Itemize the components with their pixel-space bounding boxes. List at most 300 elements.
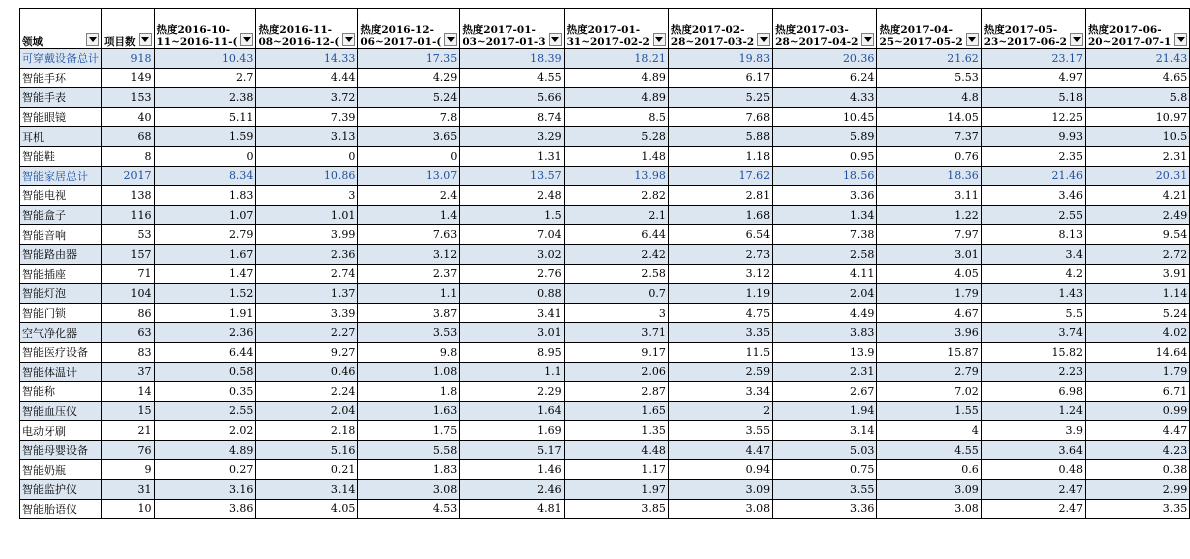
row-label[interactable]: 智能体温计	[20, 362, 102, 382]
heat-cell[interactable]: 7.63	[358, 225, 460, 245]
heat-cell[interactable]: 4.89	[154, 440, 256, 460]
heat-cell[interactable]: 3.83	[773, 323, 877, 343]
heat-cell[interactable]: 4.29	[358, 68, 460, 88]
heat-cell[interactable]: 4.33	[773, 88, 877, 108]
heat-cell[interactable]: 2.36	[154, 323, 256, 343]
heat-cell[interactable]: 2.49	[1086, 205, 1190, 225]
heat-cell[interactable]: 20.31	[1086, 166, 1190, 186]
heat-cell[interactable]: 2.79	[154, 225, 256, 245]
project-count-cell[interactable]: 104	[102, 284, 155, 304]
heat-cell[interactable]: 3.74	[981, 323, 1085, 343]
heat-cell[interactable]: 4.97	[981, 68, 1085, 88]
project-count-cell[interactable]: 31	[102, 480, 155, 500]
heat-cell[interactable]: 2.55	[154, 401, 256, 421]
heat-cell[interactable]: 2.46	[460, 480, 564, 500]
heat-cell[interactable]: 8.34	[154, 166, 256, 186]
heat-cell[interactable]: 1.1	[460, 362, 564, 382]
row-label[interactable]: 智能母婴设备	[20, 440, 102, 460]
heat-cell[interactable]: 6.44	[154, 342, 256, 362]
row-label[interactable]: 智能鞋	[20, 146, 102, 166]
heat-cell[interactable]: 0.35	[154, 382, 256, 402]
heat-cell[interactable]: 5.24	[1086, 303, 1190, 323]
heat-cell[interactable]: 7.37	[877, 127, 981, 147]
heat-cell[interactable]: 2.58	[564, 264, 668, 284]
heat-cell[interactable]: 1.59	[154, 127, 256, 147]
heat-cell[interactable]: 3.4	[981, 244, 1085, 264]
heat-cell[interactable]: 2.81	[668, 186, 772, 206]
heat-cell[interactable]: 19.83	[668, 49, 772, 69]
heat-cell[interactable]: 0.48	[981, 460, 1085, 480]
row-label[interactable]: 智能奶瓶	[20, 460, 102, 480]
heat-cell[interactable]: 2.48	[460, 186, 564, 206]
heat-cell[interactable]: 5.89	[773, 127, 877, 147]
heat-cell[interactable]: 1.48	[564, 146, 668, 166]
heat-cell[interactable]: 2.82	[564, 186, 668, 206]
heat-cell[interactable]: 2.47	[981, 480, 1085, 500]
heat-cell[interactable]: 4.21	[1086, 186, 1190, 206]
heat-cell[interactable]: 2.29	[460, 382, 564, 402]
heat-cell[interactable]: 9.8	[358, 342, 460, 362]
heat-cell[interactable]: 1.83	[358, 460, 460, 480]
heat-cell[interactable]: 17.35	[358, 49, 460, 69]
filter-dropdown-icon[interactable]	[966, 33, 979, 46]
heat-cell[interactable]: 2.67	[773, 382, 877, 402]
heat-cell[interactable]: 2.7	[154, 68, 256, 88]
heat-cell[interactable]: 8.5	[564, 107, 668, 127]
heat-cell[interactable]: 7.68	[668, 107, 772, 127]
project-count-cell[interactable]: 37	[102, 362, 155, 382]
heat-cell[interactable]: 3.08	[358, 480, 460, 500]
project-count-cell[interactable]: 63	[102, 323, 155, 343]
heat-cell[interactable]: 1.64	[460, 401, 564, 421]
row-label[interactable]: 智能插座	[20, 264, 102, 284]
row-label[interactable]: 智能路由器	[20, 244, 102, 264]
heat-cell[interactable]: 3.09	[877, 480, 981, 500]
heat-cell[interactable]: 5.8	[1086, 88, 1190, 108]
heat-cell[interactable]: 4.48	[564, 440, 668, 460]
heat-cell[interactable]: 1.79	[877, 284, 981, 304]
heat-cell[interactable]: 3.99	[256, 225, 358, 245]
project-count-cell[interactable]: 76	[102, 440, 155, 460]
heat-cell[interactable]: 10.5	[1086, 127, 1190, 147]
heat-cell[interactable]: 2.72	[1086, 244, 1190, 264]
heat-cell[interactable]: 3.14	[256, 480, 358, 500]
heat-cell[interactable]: 14.05	[877, 107, 981, 127]
heat-cell[interactable]: 1.07	[154, 205, 256, 225]
heat-cell[interactable]: 10.97	[1086, 107, 1190, 127]
filter-dropdown-icon[interactable]	[86, 33, 99, 46]
heat-cell[interactable]: 4.55	[877, 440, 981, 460]
heat-cell[interactable]: 2.58	[773, 244, 877, 264]
heat-cell[interactable]: 1.47	[154, 264, 256, 284]
heat-cell[interactable]: 3.39	[256, 303, 358, 323]
heat-cell[interactable]: 2.47	[981, 499, 1085, 519]
heat-cell[interactable]: 3.12	[358, 244, 460, 264]
heat-cell[interactable]: 2.04	[256, 401, 358, 421]
heat-cell[interactable]: 1.4	[358, 205, 460, 225]
heat-cell[interactable]: 3	[256, 186, 358, 206]
heat-cell[interactable]: 3.46	[981, 186, 1085, 206]
heat-cell[interactable]: 13.57	[460, 166, 564, 186]
row-label[interactable]: 智能门锁	[20, 303, 102, 323]
heat-cell[interactable]: 3.64	[981, 440, 1085, 460]
heat-cell[interactable]: 4.02	[1086, 323, 1190, 343]
heat-cell[interactable]: 6.17	[668, 68, 772, 88]
heat-cell[interactable]: 3.01	[877, 244, 981, 264]
heat-cell[interactable]: 2.18	[256, 421, 358, 441]
heat-cell[interactable]: 3.85	[564, 499, 668, 519]
heat-cell[interactable]: 5.24	[358, 88, 460, 108]
project-count-cell[interactable]: 86	[102, 303, 155, 323]
heat-cell[interactable]: 6.44	[564, 225, 668, 245]
heat-cell[interactable]: 1.94	[773, 401, 877, 421]
heat-cell[interactable]: 1.17	[564, 460, 668, 480]
heat-cell[interactable]: 21.62	[877, 49, 981, 69]
heat-cell[interactable]: 3	[564, 303, 668, 323]
heat-cell[interactable]: 0.95	[773, 146, 877, 166]
heat-cell[interactable]: 5.25	[668, 88, 772, 108]
heat-cell[interactable]: 6.24	[773, 68, 877, 88]
row-label[interactable]: 空气净化器	[20, 323, 102, 343]
heat-cell[interactable]: 3.36	[773, 499, 877, 519]
heat-cell[interactable]: 2.73	[668, 244, 772, 264]
heat-cell[interactable]: 2.24	[256, 382, 358, 402]
heat-cell[interactable]: 1.37	[256, 284, 358, 304]
project-count-cell[interactable]: 8	[102, 146, 155, 166]
heat-cell[interactable]: 0.27	[154, 460, 256, 480]
row-label[interactable]: 智能灯泡	[20, 284, 102, 304]
heat-cell[interactable]: 2.76	[460, 264, 564, 284]
heat-cell[interactable]: 9.93	[981, 127, 1085, 147]
heat-cell[interactable]: 4.44	[256, 68, 358, 88]
heat-cell[interactable]: 9.17	[564, 342, 668, 362]
heat-cell[interactable]: 2.87	[564, 382, 668, 402]
heat-cell[interactable]: 3.53	[358, 323, 460, 343]
heat-cell[interactable]: 6.71	[1086, 382, 1190, 402]
row-label[interactable]: 智能盒子	[20, 205, 102, 225]
heat-cell[interactable]: 1.46	[460, 460, 564, 480]
heat-cell[interactable]: 2.74	[256, 264, 358, 284]
heat-cell[interactable]: 3.65	[358, 127, 460, 147]
heat-cell[interactable]: 1.8	[358, 382, 460, 402]
heat-cell[interactable]: 3.34	[668, 382, 772, 402]
heat-cell[interactable]: 3.12	[668, 264, 772, 284]
filter-dropdown-icon[interactable]	[1174, 33, 1187, 46]
heat-cell[interactable]: 5.53	[877, 68, 981, 88]
heat-cell[interactable]: 8.95	[460, 342, 564, 362]
heat-cell[interactable]: 15.82	[981, 342, 1085, 362]
project-count-cell[interactable]: 138	[102, 186, 155, 206]
heat-cell[interactable]: 2.31	[773, 362, 877, 382]
project-count-cell[interactable]: 15	[102, 401, 155, 421]
heat-cell[interactable]: 3.35	[668, 323, 772, 343]
heat-cell[interactable]: 2.99	[1086, 480, 1190, 500]
heat-cell[interactable]: 3.36	[773, 186, 877, 206]
heat-cell[interactable]: 4.55	[460, 68, 564, 88]
heat-cell[interactable]: 2.31	[1086, 146, 1190, 166]
heat-cell[interactable]: 18.21	[564, 49, 668, 69]
heat-cell[interactable]: 6.98	[981, 382, 1085, 402]
heat-cell[interactable]: 8.74	[460, 107, 564, 127]
project-count-cell[interactable]: 918	[102, 49, 155, 69]
heat-cell[interactable]: 1.55	[877, 401, 981, 421]
heat-cell[interactable]: 5.28	[564, 127, 668, 147]
heat-cell[interactable]: 5.03	[773, 440, 877, 460]
heat-cell[interactable]: 0.46	[256, 362, 358, 382]
row-label[interactable]: 可穿戴设备总计	[20, 49, 102, 69]
heat-cell[interactable]: 13.07	[358, 166, 460, 186]
heat-cell[interactable]: 2.36	[256, 244, 358, 264]
heat-cell[interactable]: 4.8	[877, 88, 981, 108]
row-label[interactable]: 智能家居总计	[20, 166, 102, 186]
heat-cell[interactable]: 3.91	[1086, 264, 1190, 284]
heat-cell[interactable]: 3.16	[154, 480, 256, 500]
filter-dropdown-icon[interactable]	[444, 33, 457, 46]
project-count-cell[interactable]: 9	[102, 460, 155, 480]
heat-cell[interactable]: 5.5	[981, 303, 1085, 323]
heat-cell[interactable]: 4	[877, 421, 981, 441]
heat-cell[interactable]: 18.36	[877, 166, 981, 186]
heat-cell[interactable]: 7.97	[877, 225, 981, 245]
heat-cell[interactable]: 1.67	[154, 244, 256, 264]
heat-cell[interactable]: 1.63	[358, 401, 460, 421]
heat-cell[interactable]: 3.11	[877, 186, 981, 206]
heat-cell[interactable]: 5.88	[668, 127, 772, 147]
heat-cell[interactable]: 2.06	[564, 362, 668, 382]
heat-cell[interactable]: 13.98	[564, 166, 668, 186]
project-count-cell[interactable]: 157	[102, 244, 155, 264]
heat-cell[interactable]: 3.41	[460, 303, 564, 323]
heat-cell[interactable]: 4.81	[460, 499, 564, 519]
row-label[interactable]: 智能眼镜	[20, 107, 102, 127]
heat-cell[interactable]: 2.4	[358, 186, 460, 206]
filter-dropdown-icon[interactable]	[1070, 33, 1083, 46]
row-label[interactable]: 智能电视	[20, 186, 102, 206]
heat-cell[interactable]: 5.58	[358, 440, 460, 460]
heat-cell[interactable]: 21.46	[981, 166, 1085, 186]
heat-cell[interactable]: 0	[256, 146, 358, 166]
heat-cell[interactable]: 3.9	[981, 421, 1085, 441]
heat-cell[interactable]: 0.94	[668, 460, 772, 480]
heat-cell[interactable]: 2.02	[154, 421, 256, 441]
row-label[interactable]: 智能医疗设备	[20, 342, 102, 362]
filter-dropdown-icon[interactable]	[861, 33, 874, 46]
heat-cell[interactable]: 0.21	[256, 460, 358, 480]
heat-cell[interactable]: 2.27	[256, 323, 358, 343]
heat-cell[interactable]: 3.72	[256, 88, 358, 108]
heat-cell[interactable]: 1.01	[256, 205, 358, 225]
heat-cell[interactable]: 10.43	[154, 49, 256, 69]
heat-cell[interactable]: 18.56	[773, 166, 877, 186]
heat-cell[interactable]: 4.05	[256, 499, 358, 519]
row-label[interactable]: 电动牙刷	[20, 421, 102, 441]
heat-cell[interactable]: 4.05	[877, 264, 981, 284]
heat-cell[interactable]: 18.39	[460, 49, 564, 69]
heat-cell[interactable]: 3.96	[877, 323, 981, 343]
heat-cell[interactable]: 7.04	[460, 225, 564, 245]
heat-cell[interactable]: 17.62	[668, 166, 772, 186]
heat-cell[interactable]: 0.76	[877, 146, 981, 166]
project-count-cell[interactable]: 40	[102, 107, 155, 127]
project-count-cell[interactable]: 68	[102, 127, 155, 147]
heat-cell[interactable]: 15.87	[877, 342, 981, 362]
heat-cell[interactable]: 1.43	[981, 284, 1085, 304]
project-count-cell[interactable]: 10	[102, 499, 155, 519]
heat-cell[interactable]: 1.5	[460, 205, 564, 225]
heat-cell[interactable]: 2.42	[564, 244, 668, 264]
heat-cell[interactable]: 5.16	[256, 440, 358, 460]
heat-cell[interactable]: 2.1	[564, 205, 668, 225]
heat-cell[interactable]: 2.55	[981, 205, 1085, 225]
row-label[interactable]: 耳机	[20, 127, 102, 147]
heat-cell[interactable]: 1.65	[564, 401, 668, 421]
heat-cell[interactable]: 2.35	[981, 146, 1085, 166]
row-label[interactable]: 智能手表	[20, 88, 102, 108]
heat-cell[interactable]: 1.68	[668, 205, 772, 225]
project-count-cell[interactable]: 71	[102, 264, 155, 284]
heat-cell[interactable]: 12.25	[981, 107, 1085, 127]
heat-cell[interactable]: 1.08	[358, 362, 460, 382]
heat-cell[interactable]: 4.2	[981, 264, 1085, 284]
heat-cell[interactable]: 1.1	[358, 284, 460, 304]
project-count-cell[interactable]: 149	[102, 68, 155, 88]
heat-cell[interactable]: 1.24	[981, 401, 1085, 421]
project-count-cell[interactable]: 2017	[102, 166, 155, 186]
heat-cell[interactable]: 3.87	[358, 303, 460, 323]
heat-cell[interactable]: 4.11	[773, 264, 877, 284]
heat-cell[interactable]: 1.18	[668, 146, 772, 166]
heat-cell[interactable]: 11.5	[668, 342, 772, 362]
heat-cell[interactable]: 3.08	[668, 499, 772, 519]
heat-cell[interactable]: 1.83	[154, 186, 256, 206]
heat-cell[interactable]: 9.54	[1086, 225, 1190, 245]
heat-cell[interactable]: 23.17	[981, 49, 1085, 69]
heat-cell[interactable]: 1.34	[773, 205, 877, 225]
heat-cell[interactable]: 0.58	[154, 362, 256, 382]
heat-cell[interactable]: 3.01	[460, 323, 564, 343]
heat-cell[interactable]: 1.14	[1086, 284, 1190, 304]
heat-cell[interactable]: 4.47	[668, 440, 772, 460]
heat-cell[interactable]: 2.79	[877, 362, 981, 382]
heat-cell[interactable]: 4.47	[1086, 421, 1190, 441]
heat-cell[interactable]: 0.99	[1086, 401, 1190, 421]
heat-cell[interactable]: 0.38	[1086, 460, 1190, 480]
filter-dropdown-icon[interactable]	[240, 33, 253, 46]
heat-cell[interactable]: 4.53	[358, 499, 460, 519]
heat-cell[interactable]: 3.09	[668, 480, 772, 500]
heat-cell[interactable]: 2.38	[154, 88, 256, 108]
heat-cell[interactable]: 3.55	[668, 421, 772, 441]
row-label[interactable]: 智能胎语仪	[20, 499, 102, 519]
heat-cell[interactable]: 1.69	[460, 421, 564, 441]
heat-cell[interactable]: 0.75	[773, 460, 877, 480]
heat-cell[interactable]: 3.13	[256, 127, 358, 147]
heat-cell[interactable]: 5.66	[460, 88, 564, 108]
project-count-cell[interactable]: 14	[102, 382, 155, 402]
heat-cell[interactable]: 4.75	[668, 303, 772, 323]
heat-cell[interactable]: 1.52	[154, 284, 256, 304]
heat-cell[interactable]: 1.79	[1086, 362, 1190, 382]
heat-cell[interactable]: 1.97	[564, 480, 668, 500]
heat-cell[interactable]: 1.91	[154, 303, 256, 323]
heat-cell[interactable]: 2.59	[668, 362, 772, 382]
filter-dropdown-icon[interactable]	[342, 33, 355, 46]
heat-cell[interactable]: 7.8	[358, 107, 460, 127]
heat-cell[interactable]: 2.04	[773, 284, 877, 304]
row-label[interactable]: 智能手环	[20, 68, 102, 88]
heat-cell[interactable]: 4.89	[564, 88, 668, 108]
heat-cell[interactable]: 1.19	[668, 284, 772, 304]
heat-cell[interactable]: 10.45	[773, 107, 877, 127]
heat-cell[interactable]: 3.02	[460, 244, 564, 264]
heat-cell[interactable]: 5.11	[154, 107, 256, 127]
filter-dropdown-icon[interactable]	[139, 33, 152, 46]
heat-cell[interactable]: 3.08	[877, 499, 981, 519]
heat-cell[interactable]: 4.23	[1086, 440, 1190, 460]
heat-cell[interactable]: 4.49	[773, 303, 877, 323]
project-count-cell[interactable]: 83	[102, 342, 155, 362]
filter-dropdown-icon[interactable]	[757, 33, 770, 46]
row-label[interactable]: 智能监护仪	[20, 480, 102, 500]
row-label[interactable]: 智能称	[20, 382, 102, 402]
heat-cell[interactable]: 21.43	[1086, 49, 1190, 69]
heat-cell[interactable]: 10.86	[256, 166, 358, 186]
project-count-cell[interactable]: 116	[102, 205, 155, 225]
heat-cell[interactable]: 9.27	[256, 342, 358, 362]
heat-cell[interactable]: 0.7	[564, 284, 668, 304]
heat-cell[interactable]: 2.37	[358, 264, 460, 284]
row-label[interactable]: 智能音响	[20, 225, 102, 245]
project-count-cell[interactable]: 153	[102, 88, 155, 108]
heat-cell[interactable]: 3.71	[564, 323, 668, 343]
heat-cell[interactable]: 7.38	[773, 225, 877, 245]
heat-cell[interactable]: 0	[154, 146, 256, 166]
heat-cell[interactable]: 4.65	[1086, 68, 1190, 88]
filter-dropdown-icon[interactable]	[549, 33, 562, 46]
heat-cell[interactable]: 3.29	[460, 127, 564, 147]
heat-cell[interactable]: 13.9	[773, 342, 877, 362]
heat-cell[interactable]: 6.54	[668, 225, 772, 245]
heat-cell[interactable]: 7.02	[877, 382, 981, 402]
project-count-cell[interactable]: 53	[102, 225, 155, 245]
heat-cell[interactable]: 3.55	[773, 480, 877, 500]
heat-cell[interactable]: 1.35	[564, 421, 668, 441]
heat-cell[interactable]: 1.31	[460, 146, 564, 166]
heat-cell[interactable]: 8.13	[981, 225, 1085, 245]
heat-cell[interactable]: 0	[358, 146, 460, 166]
heat-cell[interactable]: 3.35	[1086, 499, 1190, 519]
heat-cell[interactable]: 5.18	[981, 88, 1085, 108]
heat-cell[interactable]: 4.89	[564, 68, 668, 88]
heat-cell[interactable]: 0.6	[877, 460, 981, 480]
heat-cell[interactable]: 3.14	[773, 421, 877, 441]
heat-cell[interactable]: 3.86	[154, 499, 256, 519]
heat-cell[interactable]: 5.17	[460, 440, 564, 460]
heat-cell[interactable]: 2	[668, 401, 772, 421]
filter-dropdown-icon[interactable]	[653, 33, 666, 46]
project-count-cell[interactable]: 21	[102, 421, 155, 441]
heat-cell[interactable]: 20.36	[773, 49, 877, 69]
heat-cell[interactable]: 4.67	[877, 303, 981, 323]
row-label[interactable]: 智能血压仪	[20, 401, 102, 421]
heat-cell[interactable]: 14.64	[1086, 342, 1190, 362]
heat-cell[interactable]: 1.75	[358, 421, 460, 441]
heat-cell[interactable]: 2.23	[981, 362, 1085, 382]
heat-cell[interactable]: 1.22	[877, 205, 981, 225]
heat-cell[interactable]: 14.33	[256, 49, 358, 69]
heat-cell[interactable]: 7.39	[256, 107, 358, 127]
heat-cell[interactable]: 0.88	[460, 284, 564, 304]
